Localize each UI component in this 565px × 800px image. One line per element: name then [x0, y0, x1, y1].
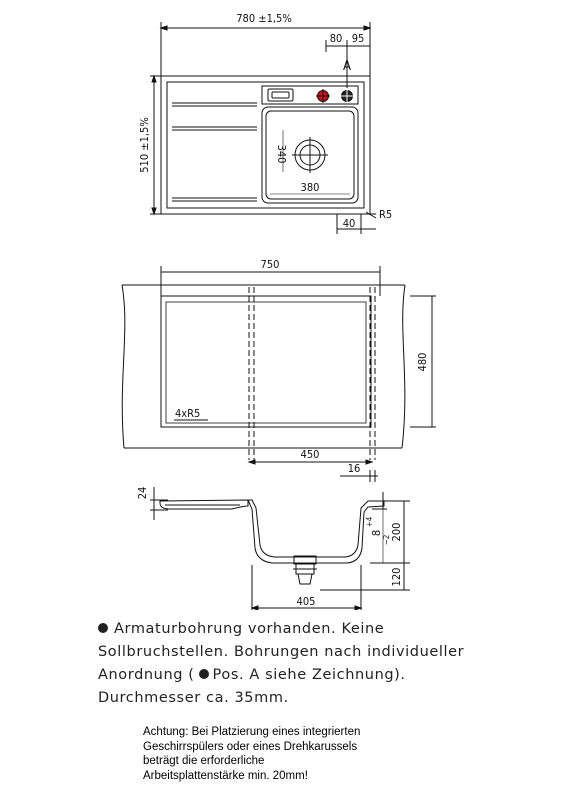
- dim-depth-200: 200: [390, 522, 403, 542]
- dim-cutout-480: 480: [416, 352, 429, 372]
- dim-tolerance-minus: −2: [382, 534, 391, 546]
- dim-corner-4xr5: 4xR5: [175, 407, 201, 420]
- warning-line-1: Achtung: Bei Platzierung eines integrierten: [143, 726, 361, 738]
- dim-edge-40: 40: [342, 217, 356, 230]
- dim-bowl-450: 450: [300, 448, 320, 461]
- dim-edge-16: 16: [347, 462, 361, 475]
- dim-tolerance-8: 8: [370, 529, 383, 537]
- warning-line-3: beträgt die erforderliche: [143, 755, 265, 767]
- dim-bowl-380: 380: [300, 181, 320, 194]
- position-label-a: A: [343, 59, 351, 74]
- dim-rim-24: 24: [136, 486, 149, 500]
- dim-80: 80: [329, 32, 343, 45]
- note-line-3b: Pos. A siehe Zeichnung).: [212, 667, 406, 683]
- position-a-icon: [199, 669, 209, 679]
- tap-holes: [316, 89, 354, 103]
- dim-bowl-405: 405: [296, 595, 316, 608]
- warning-note: [143, 725, 443, 783]
- dim-height-510: 510 ±1,5%: [138, 117, 151, 173]
- dim-95: 95: [351, 32, 365, 45]
- dim-bowl-340: 340: [275, 144, 288, 164]
- tap-hole-note: [98, 618, 498, 710]
- top-view: [150, 22, 376, 234]
- dim-width-780: 780 ±1,5%: [236, 12, 292, 25]
- cutout-view: [122, 266, 436, 482]
- warning-line-4: Arbeitsplattenstärke min. 20mm!: [143, 769, 308, 782]
- note-line-1: Armaturbohrung vorhanden. Keine: [114, 621, 385, 637]
- dim-tolerance-plus: +4: [365, 516, 374, 528]
- section-view: [150, 487, 410, 610]
- dim-radius-r5: R5: [379, 208, 393, 221]
- dim-drain-120: 120: [390, 567, 403, 587]
- note-line-3a: Anordnung (: [98, 667, 195, 683]
- note-line-4: Durchmesser ca. 35mm.: [98, 690, 289, 706]
- bullet-icon: [98, 623, 108, 633]
- dim-cutout-750: 750: [260, 258, 280, 271]
- note-line-2: Sollbruchstellen. Bohrungen nach individueller: [98, 644, 465, 660]
- warning-line-2: Geschirrspülers oder eines Drehkarussels: [143, 740, 358, 753]
